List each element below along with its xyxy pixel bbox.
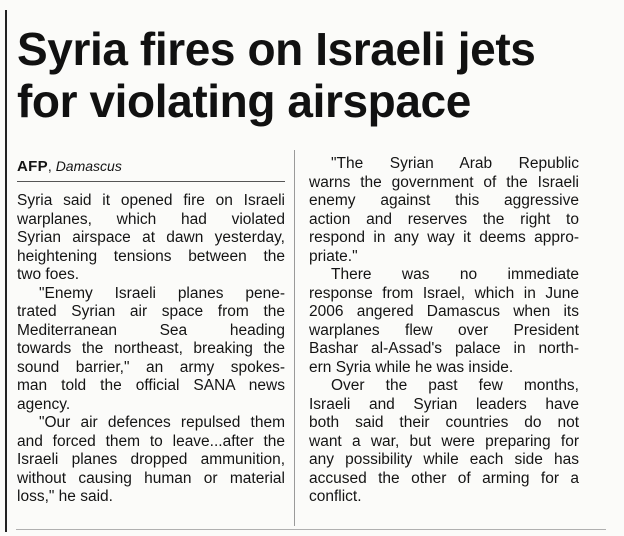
text-line: any possibility while each side has (309, 451, 579, 468)
text-line: conflict. (309, 488, 362, 505)
text-line: action and reserves the right to (309, 210, 579, 228)
text-line: Israeli planes dropped ammunition, (17, 451, 285, 468)
text-line: warns the government of the Israeli (309, 173, 579, 191)
byline-separator: , (47, 158, 56, 174)
byline-agency: AFP (17, 158, 48, 175)
byline-rule (17, 181, 285, 182)
text-line: Syria said it opened fire on Israeli (17, 192, 285, 209)
text-line: ern Syria while he was inside. (309, 358, 514, 376)
text-line: respond in any way it deems appro- (309, 229, 579, 246)
text-line: enemy against this aggressive (309, 192, 579, 209)
text-line: towards the northeast, breaking the (17, 340, 285, 357)
text-line: There was no immediate (331, 266, 579, 283)
text-line: Israeli and Syrian leaders have (309, 395, 579, 413)
text-line: Bashar al-Assad's palace in north- (309, 340, 579, 357)
text-line: accused the other of arming for a (309, 469, 579, 487)
column-separator (294, 150, 295, 526)
text-line: 2006 angered Damascus when its (309, 303, 579, 320)
text-line: sound barrier," an army spokes- (17, 358, 285, 376)
text-line: and forced them to leave...after the (17, 432, 285, 450)
text-line: man told the official SANA news (17, 377, 285, 394)
headline-line-2: for violating airspace (17, 75, 471, 127)
text-line: Syrian airspace at dawn yesterday, (17, 229, 285, 246)
text-line: response from Israel, which in June (309, 284, 579, 302)
text-line: "Our air defences repulsed them (39, 414, 285, 431)
text-line: heightening tensions between the (17, 247, 285, 265)
byline-place: Damascus (55, 158, 122, 174)
text-line: want a war, but were preparing for (309, 432, 579, 450)
text-line: without causing human or material (17, 469, 285, 487)
left-column-rule (5, 10, 7, 532)
text-line: trated Syrian air space from the (17, 303, 285, 320)
text-line: Over the past few months, (331, 377, 579, 394)
text-line: warplanes flew over President (309, 321, 579, 339)
byline (17, 157, 122, 176)
article-column-left (17, 192, 285, 507)
article-column-right (309, 155, 579, 507)
text-line: two foes. (17, 266, 80, 283)
headline (17, 23, 617, 127)
bottom-rule (16, 529, 606, 530)
headline-line-1: Syria fires on Israeli jets (17, 23, 536, 75)
text-line: agency. (17, 395, 71, 413)
text-line: "The Syrian Arab Republic (331, 155, 579, 172)
text-line: both said their countries do not (309, 414, 579, 431)
text-line: Mediterranean Sea heading (17, 321, 285, 339)
text-line: warplanes, which had violated (17, 210, 285, 228)
text-line: loss," he said. (17, 488, 113, 505)
text-line: "Enemy Israeli planes pene- (39, 284, 285, 302)
text-line: priate." (309, 247, 358, 265)
